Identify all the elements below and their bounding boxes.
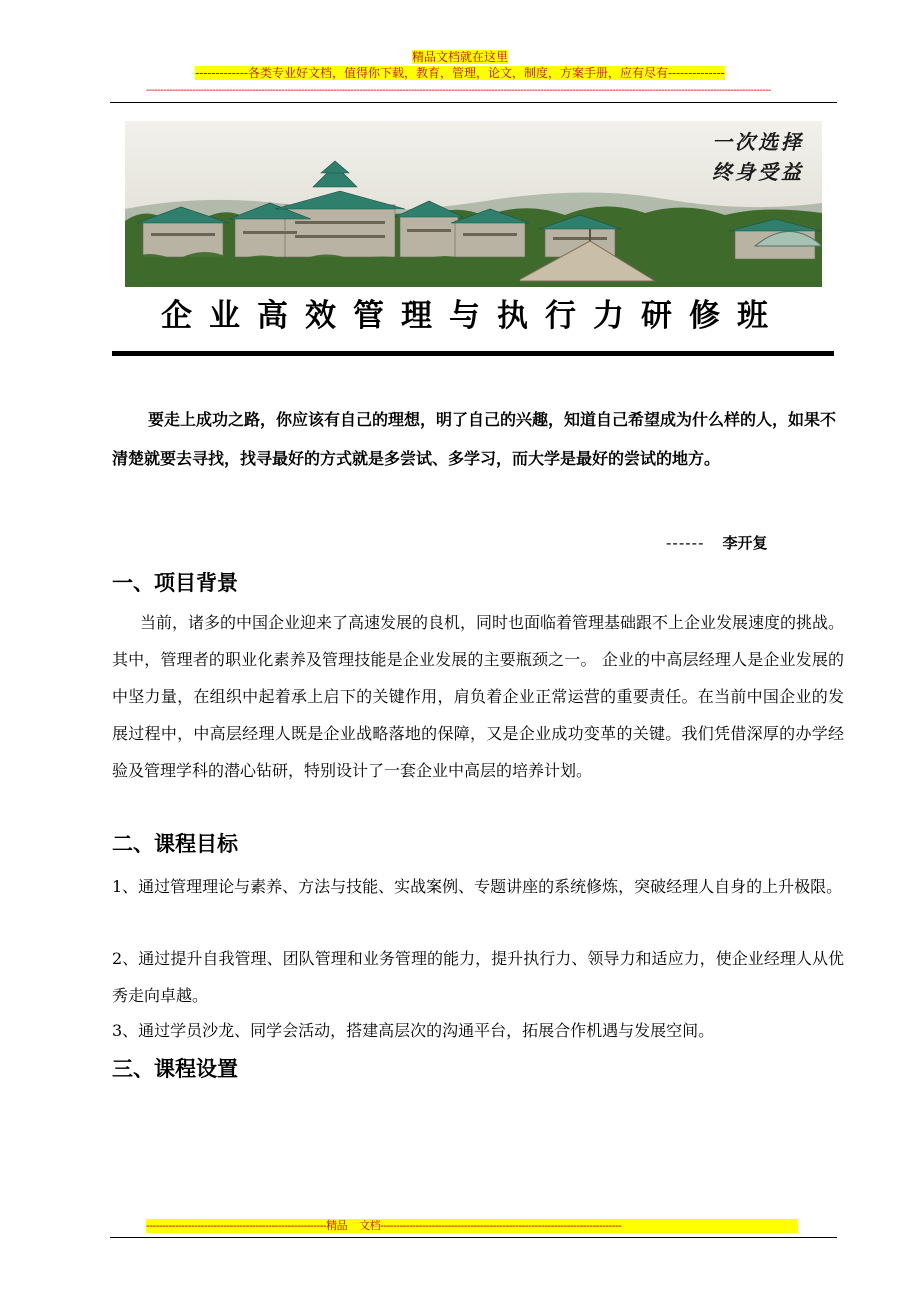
goal-item-2: 2、通过提升自我管理、团队管理和业务管理的能力，提升执行力、领导力和适应力，使企业经理人从优秀走向卓越。 [112, 949, 844, 1005]
footer-dashes-right: --------------------------------------------------------------------------- [380, 1219, 622, 1232]
quote-author: 李开复 [722, 534, 768, 552]
quote-dash: ------ [666, 534, 705, 552]
section-heading-goals: 二、课程目标 [112, 832, 238, 856]
header-title-text: 精品文档就在这里 [411, 50, 508, 64]
footer-rule [110, 1237, 837, 1238]
title-rule [112, 351, 834, 356]
section-heading-curriculum: 三、课程设置 [112, 1057, 238, 1081]
opening-quote: 要走上成功之路，你应该有自己的理想，明了自己的兴趣，知道自己希望成为什么样的人，如果不清楚就要去寻找，找寻最好的方式就是多尝试、多学习，而大学是最好的尝试的地方。 [112, 410, 837, 468]
header-dash-line: ------------------------------------------------------------------------------------------------------------------------------------------------------------------------------------------------------------------------- [146, 85, 771, 96]
footer-dashes-left: -------------------------------------------------------- [146, 1219, 327, 1232]
header-rule [110, 102, 837, 103]
footer-banner [146, 1219, 798, 1233]
slogan-line-2: 终身受益 [712, 160, 804, 184]
header-title [0, 50, 920, 64]
campus-banner [125, 121, 822, 287]
banner-slogan [712, 127, 804, 187]
section-heading-background: 一、项目背景 [112, 571, 238, 595]
quote-attribution [666, 532, 768, 554]
header-subtitle [0, 66, 920, 81]
header-subtitle-text: -------------各类专业好文档，值得你下载，教育，管理，论文，制度，方案手册，应有尽有-------------- [195, 66, 725, 80]
page-title: 企业高效管理与执行力研修班 [161, 298, 785, 334]
goal-item-3: 3、通过学员沙龙、同学会活动，搭建高层次的沟通平台，拓展合作机遇与发展空间。 [112, 1021, 715, 1040]
goal-item-1: 1、通过管理理论与素养、方法与技能、实战案例、专题讲座的系统修炼，突破经理人自身的上升极限。 [112, 877, 843, 896]
slogan-line-1: 一次选择 [712, 130, 804, 154]
section-background-paragraph: 当前，诸多的中国企业迎来了高速发展的良机，同时也面临着管理基础跟不上企业发展速度的挑战。其中，管理者的职业化素养及管理技能是企业发展的主要瓶颈之一。 企业的中高层经理人是企业发展的中坚力量，在组织中起着承上启下的关键作用，肩负着企业正常运营的重要责任。在当前中国企业的发展过程中，中高层经理人既是企业战略落地的保障，又是企业成功变革的关键。我们凭借深厚的办学经验及管理学科的潜心钻研，特别设计了一套企业中高层的培养计划。 [112, 613, 845, 780]
footer-label: 精品 文档 [326, 1219, 381, 1232]
